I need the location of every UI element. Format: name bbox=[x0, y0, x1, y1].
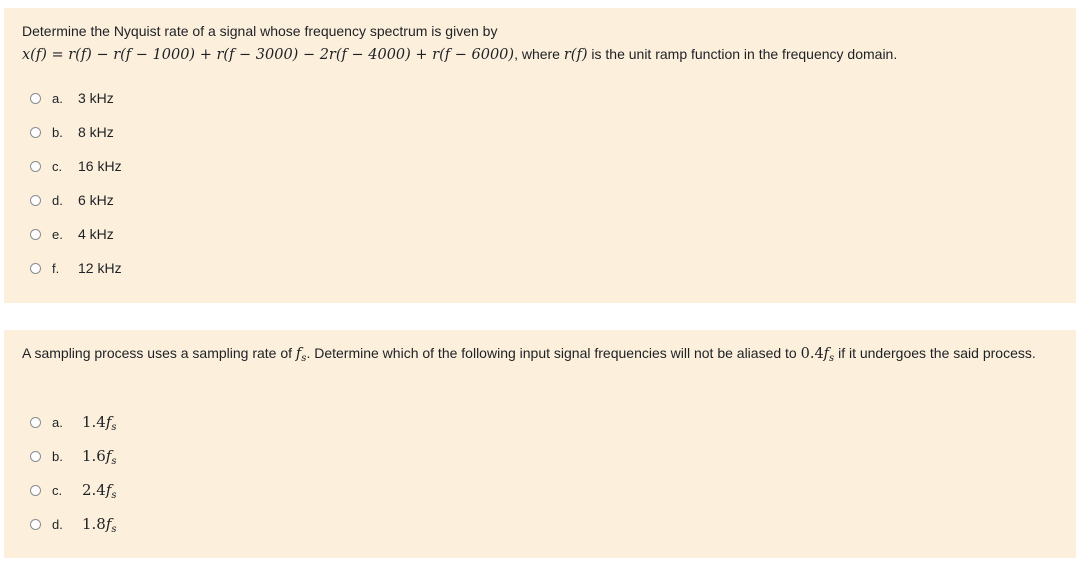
q1-answer-e[interactable] bbox=[30, 224, 114, 244]
answer-expression: $1.4f_s$ bbox=[82, 413, 117, 433]
q2-answer-c[interactable] bbox=[30, 480, 117, 500]
radio-button[interactable] bbox=[30, 93, 41, 104]
radio-button[interactable] bbox=[30, 485, 41, 496]
question-1-formula bbox=[22, 47, 514, 63]
question-2-text: A sampling process uses a sampling rate of $f_s$. Determine which of the following input signal frequencies will not be aliased to $0.4f_s$ if it undergoes the said process. bbox=[22, 345, 1036, 364]
answer-letter: b. bbox=[52, 448, 63, 464]
ramp-symbol: r(f) bbox=[563, 47, 588, 63]
answer-label: 3 kHz bbox=[78, 90, 114, 106]
question-2-prompt-middle: . Determine which of the following input signal frequencies will not be aliased to bbox=[306, 345, 797, 361]
answer-expression: $1.6f_s$ bbox=[82, 447, 117, 467]
q2-answer-a[interactable] bbox=[30, 412, 117, 432]
question-1-text bbox=[22, 20, 1046, 67]
target-coef: 0.4 bbox=[800, 346, 824, 362]
formula-tail: is the unit ramp function in the frequency domain. bbox=[591, 46, 898, 62]
answer-letter: f. bbox=[52, 260, 60, 276]
radio-button[interactable] bbox=[30, 161, 41, 172]
answer-letter: d. bbox=[52, 192, 63, 208]
question-1-prompt: Determine the Nyquist rate of a signal whose frequency spectrum is given by bbox=[22, 23, 498, 39]
q1-answer-d[interactable] bbox=[30, 190, 114, 210]
question-2-card bbox=[4, 330, 1076, 558]
q1-answer-c[interactable] bbox=[30, 156, 122, 176]
formula-expression: x(f) = r(f) − r(f − 1000) + r(f − 3000) − 2r(f − 4000) + r(f − 6000) bbox=[22, 47, 515, 63]
answer-expression: $2.4f_s$ bbox=[82, 481, 117, 501]
q1-answer-f[interactable] bbox=[30, 258, 122, 278]
answer-letter: a. bbox=[52, 90, 63, 106]
q1-answer-a[interactable] bbox=[30, 88, 114, 108]
q1-answer-b[interactable] bbox=[30, 122, 114, 142]
radio-button[interactable] bbox=[30, 519, 41, 530]
question-2-prompt-end: if it undergoes the said process. bbox=[838, 345, 1036, 361]
fs-symbol: f bbox=[295, 346, 302, 362]
answer-label: 4 kHz bbox=[78, 226, 114, 242]
radio-button[interactable] bbox=[30, 195, 41, 206]
answer-letter: c. bbox=[52, 158, 63, 174]
answer-letter: a. bbox=[52, 414, 63, 430]
radio-button[interactable] bbox=[30, 451, 41, 462]
radio-button[interactable] bbox=[30, 263, 41, 274]
answer-expression: $1.8f_s$ bbox=[82, 515, 117, 535]
q2-answer-b[interactable] bbox=[30, 446, 117, 466]
answer-letter: b. bbox=[52, 124, 63, 140]
question-2-prompt-start: A sampling process uses a sampling rate of bbox=[22, 345, 293, 361]
answer-letter: c. bbox=[52, 482, 63, 498]
answer-letter: e. bbox=[52, 226, 63, 242]
answer-label: 8 kHz bbox=[78, 124, 114, 140]
radio-button[interactable] bbox=[30, 229, 41, 240]
answer-letter: d. bbox=[52, 516, 63, 532]
answer-label: 12 kHz bbox=[78, 260, 122, 276]
formula-suffix: , where bbox=[514, 46, 560, 62]
question-1-card bbox=[4, 8, 1076, 303]
answer-label: 6 kHz bbox=[78, 192, 114, 208]
answer-label: 16 kHz bbox=[78, 158, 122, 174]
radio-button[interactable] bbox=[30, 417, 41, 428]
q2-answer-d[interactable] bbox=[30, 514, 117, 534]
radio-button[interactable] bbox=[30, 127, 41, 138]
